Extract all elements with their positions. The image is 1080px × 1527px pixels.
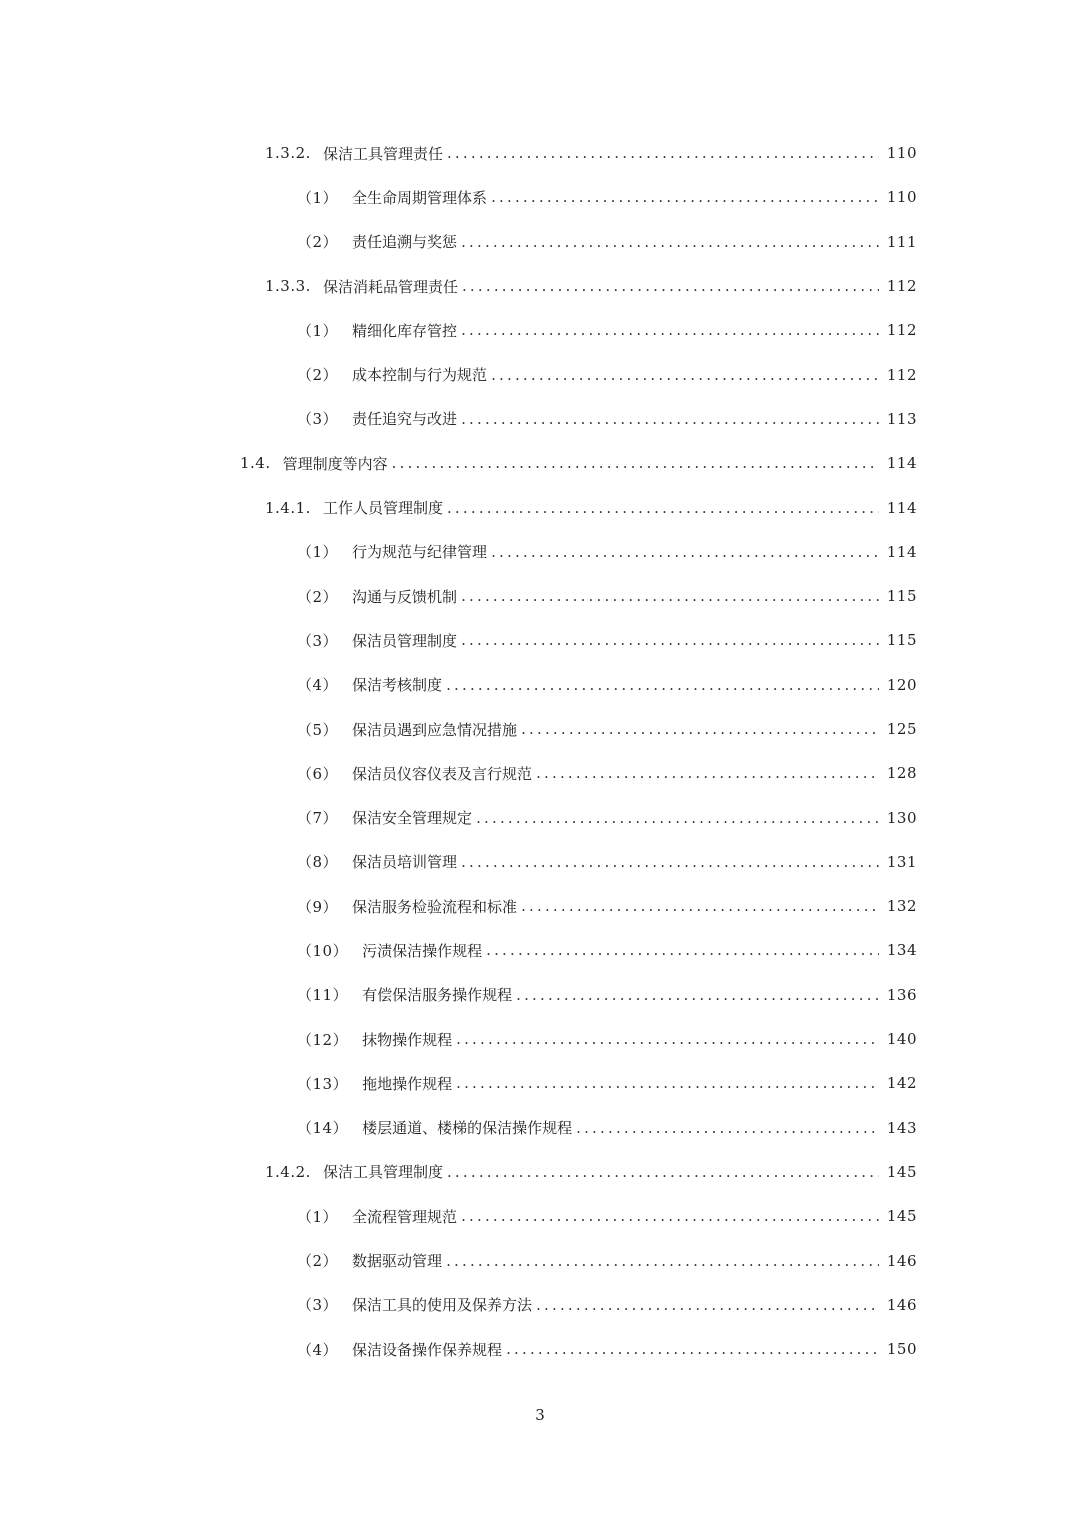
toc-entry-page: 111	[886, 232, 917, 251]
toc-entry-number: （5）	[297, 720, 339, 739]
toc-entry-number: 1.3.3.	[265, 277, 311, 296]
toc-entry-page: 120	[886, 675, 917, 694]
toc-entry-page: 145	[886, 1207, 917, 1226]
dot-leader	[521, 897, 879, 915]
toc-entry-page: 112	[886, 365, 917, 384]
toc-entry-page: 146	[886, 1295, 917, 1314]
toc-entry[interactable]	[0, 485, 1080, 529]
dot-leader	[536, 764, 879, 782]
toc-entry-title: 保洁工具管理责任	[322, 144, 443, 163]
toc-entry[interactable]	[0, 1061, 1080, 1105]
dot-leader	[516, 986, 879, 1004]
toc-entry[interactable]	[0, 795, 1080, 839]
toc-entry-page: 110	[886, 144, 917, 163]
toc-entry[interactable]	[0, 884, 1080, 928]
toc-entry-title: 沟通与反馈机制	[352, 587, 458, 606]
toc-entry-number: （4）	[297, 676, 339, 695]
toc-entry[interactable]	[0, 618, 1080, 662]
toc-entry-number: （9）	[297, 897, 339, 916]
toc-entry-number: （12）	[297, 1030, 349, 1049]
dot-leader	[461, 587, 879, 605]
toc-entry-number: （3）	[297, 631, 339, 650]
toc-entry-number: 1.3.2.	[265, 144, 311, 163]
toc-entry-page: 136	[886, 985, 917, 1004]
dot-leader	[461, 233, 879, 251]
dot-leader	[447, 144, 879, 162]
toc-entry-title: 有偿保洁服务操作规程	[362, 986, 513, 1005]
toc-entry-title: 保洁安全管理规定	[352, 809, 473, 828]
toc-entry[interactable]	[0, 973, 1080, 1017]
toc-entry-title: 精细化库存管控	[352, 321, 458, 340]
toc-entry-number: （3）	[297, 1296, 339, 1315]
toc-entry-number: （1）	[297, 188, 339, 207]
toc-entry-title: 工作人员管理制度	[322, 499, 443, 518]
toc-entry-page: 128	[886, 764, 917, 783]
toc-entry-title: 数据驱动管理	[352, 1252, 443, 1271]
toc-entry-number: （14）	[297, 1119, 349, 1138]
toc-entry-number: 1.4.1.	[265, 498, 311, 517]
toc-entry-title: 管理制度等内容	[282, 454, 388, 473]
toc-entry[interactable]	[0, 840, 1080, 884]
toc-entry[interactable]	[0, 1327, 1080, 1371]
toc-entry[interactable]	[0, 928, 1080, 972]
toc-entry-title: 抹物操作规程	[362, 1030, 453, 1049]
toc-entry-title: 行为规范与纪律管理	[352, 543, 488, 562]
toc-entry-title: 保洁工具的使用及保养方法	[352, 1296, 533, 1315]
toc-entry-page: 145	[886, 1162, 917, 1181]
toc-entry-number: （1）	[297, 321, 339, 340]
dot-leader	[392, 454, 879, 472]
dot-leader	[461, 1207, 879, 1225]
toc-entry-title: 保洁工具管理制度	[322, 1163, 443, 1182]
toc-entry-number: （2）	[297, 587, 339, 606]
table-of-contents	[0, 131, 1080, 1371]
toc-entry-page: 114	[886, 454, 917, 473]
toc-entry-title: 保洁设备操作保养规程	[352, 1340, 503, 1359]
toc-entry-page: 110	[886, 188, 917, 207]
toc-entry[interactable]	[0, 574, 1080, 618]
dot-leader	[446, 676, 879, 694]
dot-leader	[576, 1119, 879, 1137]
page-number: 3	[535, 1406, 545, 1424]
toc-entry-page: 146	[886, 1251, 917, 1270]
toc-entry[interactable]	[0, 175, 1080, 219]
dot-leader	[491, 366, 879, 384]
toc-entry-number: （4）	[297, 1340, 339, 1359]
toc-entry-number: （2）	[297, 1252, 339, 1271]
dot-leader	[461, 321, 879, 339]
toc-entry-page: 125	[886, 720, 917, 738]
dot-leader	[461, 631, 879, 649]
dot-leader	[447, 1163, 879, 1181]
toc-entry-title: 保洁员管理制度	[352, 631, 458, 650]
toc-entry[interactable]	[0, 397, 1080, 441]
toc-entry[interactable]	[0, 1194, 1080, 1238]
dot-leader	[461, 853, 879, 871]
toc-entry-number: （7）	[297, 809, 339, 828]
toc-entry-number: （13）	[297, 1074, 349, 1093]
toc-entry[interactable]	[0, 308, 1080, 352]
dot-leader	[456, 1074, 879, 1092]
toc-entry-number: （8）	[297, 853, 339, 872]
dot-leader	[521, 720, 879, 738]
toc-entry[interactable]	[0, 707, 1080, 751]
toc-entry-number: 1.4.	[240, 454, 271, 473]
toc-entry-number: （2）	[297, 366, 339, 385]
toc-entry-page: 132	[886, 897, 917, 916]
toc-entry-number: （10）	[297, 941, 349, 960]
toc-entry-title: 保洁员仪容仪表及言行规范	[352, 764, 533, 783]
toc-entry-title: 成本控制与行为规范	[352, 366, 488, 385]
toc-entry-page: 140	[886, 1030, 917, 1049]
dot-leader	[536, 1296, 879, 1314]
dot-leader	[491, 543, 879, 561]
toc-entry-number: （1）	[297, 1207, 339, 1226]
toc-entry-page: 115	[886, 587, 917, 606]
toc-entry-title: 保洁考核制度	[352, 676, 443, 695]
toc-entry-page: 114	[886, 542, 917, 561]
toc-entry-title: 保洁服务检验流程和标准	[352, 897, 518, 916]
toc-entry-page: 130	[886, 808, 917, 827]
toc-entry-page: 113	[886, 409, 917, 428]
toc-entry-title: 责任追溯与奖惩	[352, 233, 458, 252]
toc-entry-page: 142	[886, 1074, 917, 1093]
toc-entry[interactable]	[0, 220, 1080, 264]
toc-entry-page: 114	[886, 498, 917, 517]
toc-entry-title: 责任追究与改进	[352, 410, 458, 429]
toc-entry-title: 污渍保洁操作规程	[362, 941, 483, 960]
toc-entry-page: 115	[886, 631, 917, 650]
toc-entry-title: 全生命周期管理体系	[352, 188, 488, 207]
toc-entry-page: 134	[886, 941, 917, 960]
dot-leader	[476, 809, 879, 827]
toc-entry-number: （6）	[297, 764, 339, 783]
toc-entry-page: 112	[886, 277, 917, 296]
toc-entry[interactable]	[0, 751, 1080, 795]
toc-entry[interactable]	[0, 1017, 1080, 1061]
dot-leader	[447, 499, 879, 517]
toc-entry[interactable]	[0, 663, 1080, 707]
toc-entry-number: （3）	[297, 410, 339, 429]
toc-entry[interactable]	[0, 1150, 1080, 1194]
toc-entry-page: 131	[886, 852, 917, 871]
toc-entry-number: 1.4.2.	[265, 1162, 311, 1181]
toc-entry-page: 143	[886, 1118, 917, 1137]
dot-leader	[486, 941, 879, 959]
toc-entry-page: 150	[886, 1340, 917, 1359]
dot-leader	[491, 188, 879, 206]
dot-leader	[446, 1252, 879, 1270]
toc-entry-title: 拖地操作规程	[362, 1074, 453, 1093]
dot-leader	[461, 410, 879, 428]
toc-entry[interactable]	[0, 1106, 1080, 1150]
toc-entry-number: （2）	[297, 233, 339, 252]
toc-entry[interactable]	[0, 530, 1080, 574]
toc-entry-number: （11）	[297, 986, 349, 1005]
toc-entry[interactable]	[0, 264, 1080, 308]
toc-entry-title: 楼层通道、楼梯的保洁操作规程	[362, 1119, 573, 1138]
dot-leader	[506, 1340, 879, 1358]
toc-entry-number: （1）	[297, 543, 339, 562]
toc-entry-title: 保洁员培训管理	[352, 853, 458, 872]
toc-entry[interactable]	[0, 131, 1080, 175]
toc-entry[interactable]	[0, 1238, 1080, 1282]
toc-entry-title: 全流程管理规范	[352, 1207, 458, 1226]
toc-entry-page: 112	[886, 321, 917, 340]
toc-entry-title: 保洁消耗品管理责任	[322, 277, 458, 296]
toc-entry[interactable]	[0, 441, 1080, 485]
dot-leader	[462, 277, 879, 295]
toc-entry[interactable]	[0, 352, 1080, 396]
dot-leader	[456, 1030, 879, 1048]
toc-entry-title: 保洁员遇到应急情况措施	[352, 720, 518, 739]
toc-entry[interactable]	[0, 1283, 1080, 1327]
